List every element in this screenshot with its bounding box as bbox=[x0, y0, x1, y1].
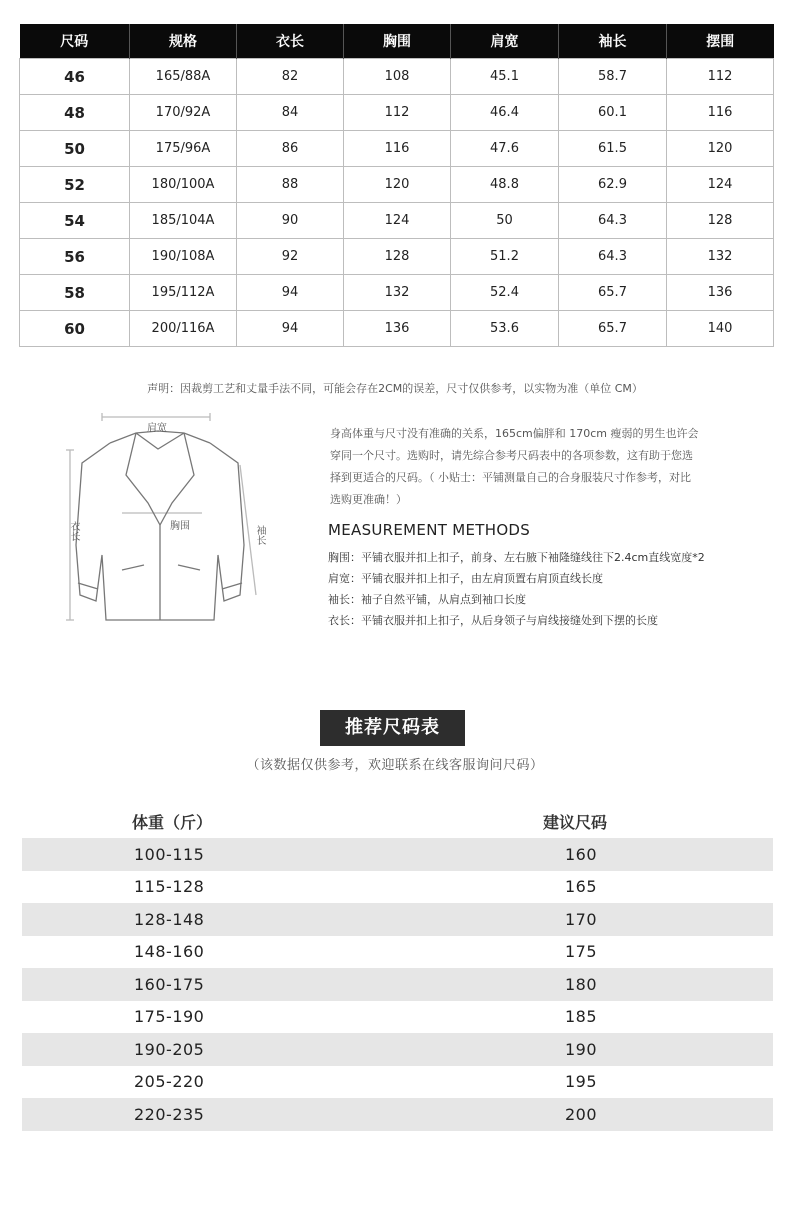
cell: 62.9 bbox=[559, 167, 667, 203]
chest-label: 胸围 bbox=[170, 521, 190, 532]
cell: 120 bbox=[344, 167, 451, 203]
cell: 180/100A bbox=[130, 167, 237, 203]
cell-size: 50 bbox=[20, 131, 130, 167]
cell: 45.1 bbox=[451, 59, 559, 95]
cell: 175/96A bbox=[130, 131, 237, 167]
cell: 94 bbox=[237, 275, 344, 311]
size-table-header bbox=[20, 24, 774, 59]
cell: 136 bbox=[667, 275, 774, 311]
cell: 94 bbox=[237, 311, 344, 347]
jacket-measurement-diagram bbox=[62, 405, 272, 635]
table-row bbox=[22, 1033, 773, 1066]
recommend-subtitle: （该数据仅供参考，欢迎联系在线客服询问尺码） bbox=[246, 758, 544, 773]
header-sleeve: 袖长 bbox=[559, 24, 667, 59]
table-row bbox=[22, 903, 773, 936]
cell: 92 bbox=[237, 239, 344, 275]
cell-size: 60 bbox=[20, 311, 130, 347]
advice-line: 身高体重与尺寸没有准确的关系，165cm偏胖和 170cm 瘦弱的男生也许会 bbox=[330, 427, 699, 440]
table-row bbox=[22, 838, 773, 871]
cell: 48.8 bbox=[451, 167, 559, 203]
table-row bbox=[22, 936, 773, 969]
cell: 132 bbox=[344, 275, 451, 311]
methods-title: MEASUREMENT METHODS bbox=[328, 521, 531, 539]
cell-size: 58 bbox=[20, 275, 130, 311]
header-hem: 摆围 bbox=[667, 24, 774, 59]
cell: 46.4 bbox=[451, 95, 559, 131]
header-shoulder: 肩宽 bbox=[451, 24, 559, 59]
cell: 124 bbox=[344, 203, 451, 239]
cell: 132 bbox=[667, 239, 774, 275]
cell: 190/108A bbox=[130, 239, 237, 275]
cell: 65.7 bbox=[559, 275, 667, 311]
cell: 84 bbox=[237, 95, 344, 131]
cell: 64.3 bbox=[559, 239, 667, 275]
cell: 200/116A bbox=[130, 311, 237, 347]
cell-weight: 160-175 bbox=[22, 968, 397, 1001]
cell: 108 bbox=[344, 59, 451, 95]
table-row bbox=[22, 968, 773, 1001]
cell: 53.6 bbox=[451, 311, 559, 347]
cell: 165/88A bbox=[130, 59, 237, 95]
sleeve-label: 袖长 bbox=[254, 525, 265, 545]
disclaimer-notice: 声明：因裁剪工艺和丈量手法不同，可能会存在2CM的误差，尺寸仅供参考，以实物为准（单位 CM） bbox=[147, 382, 643, 395]
advice-line: 择到更适合的尺码。（ 小贴士：平铺测量自己的合身服装尺寸作参考，对比 bbox=[330, 471, 691, 484]
header-length: 衣长 bbox=[237, 24, 344, 59]
table-row bbox=[20, 59, 774, 95]
table-row bbox=[22, 1066, 773, 1099]
cell-size: 185 bbox=[565, 1007, 598, 1027]
cell-size: 175 bbox=[565, 942, 598, 962]
cell-size: 165 bbox=[565, 877, 598, 897]
size-advice-text bbox=[330, 423, 740, 511]
cell: 128 bbox=[344, 239, 451, 275]
recommend-table bbox=[22, 805, 773, 1131]
cell: 195/112A bbox=[130, 275, 237, 311]
table-row bbox=[20, 203, 774, 239]
method-chest: 胸围：平铺衣服并扣上扣子，前身、左右腋下袖隆缝线往下2.4cm直线宽度*2 bbox=[328, 551, 705, 564]
recommend-table-header bbox=[22, 805, 773, 838]
cell: 116 bbox=[667, 95, 774, 131]
cell: 60.1 bbox=[559, 95, 667, 131]
length-label: 衣长 bbox=[68, 521, 79, 541]
table-row bbox=[22, 1098, 773, 1131]
cell-size: 56 bbox=[20, 239, 130, 275]
cell-size: 200 bbox=[397, 1098, 773, 1131]
cell: 120 bbox=[667, 131, 774, 167]
cell: 128 bbox=[667, 203, 774, 239]
cell: 50 bbox=[451, 203, 559, 239]
cell: 185/104A bbox=[130, 203, 237, 239]
table-row bbox=[22, 1001, 773, 1034]
table-row bbox=[20, 311, 774, 347]
methods-list bbox=[328, 547, 768, 631]
cell-weight: 100-115 bbox=[22, 838, 397, 871]
cell-size: 52 bbox=[20, 167, 130, 203]
header-weight: 体重（斤） bbox=[132, 813, 213, 832]
jacket-illustration bbox=[62, 405, 272, 635]
recommend-title: 推荐尺码表 bbox=[320, 710, 465, 746]
cell: 124 bbox=[667, 167, 774, 203]
cell: 88 bbox=[237, 167, 344, 203]
header-chest: 胸围 bbox=[344, 24, 451, 59]
cell-size: 48 bbox=[20, 95, 130, 131]
cell: 47.6 bbox=[451, 131, 559, 167]
cell: 61.5 bbox=[559, 131, 667, 167]
cell: 170/92A bbox=[130, 95, 237, 131]
size-table bbox=[19, 24, 774, 347]
cell: 140 bbox=[667, 311, 774, 347]
cell-weight: 220-235 bbox=[22, 1098, 397, 1131]
advice-line: 穿同一个尺寸。选购时，请先综合参考尺码表中的各项参数，这有助于您选 bbox=[330, 449, 693, 462]
cell: 112 bbox=[344, 95, 451, 131]
method-length: 衣长：平铺衣服并扣上扣子，从后身领子与肩线接缝处到下摆的长度 bbox=[328, 614, 658, 627]
table-row bbox=[20, 167, 774, 203]
method-sleeve: 袖长：袖子自然平铺，从肩点到袖口长度 bbox=[328, 593, 526, 606]
cell: 52.4 bbox=[451, 275, 559, 311]
table-row bbox=[20, 131, 774, 167]
cell: 82 bbox=[237, 59, 344, 95]
cell-size: 54 bbox=[20, 203, 130, 239]
cell: 90 bbox=[237, 203, 344, 239]
table-row bbox=[20, 95, 774, 131]
cell-size: 180 bbox=[397, 968, 773, 1001]
cell: 116 bbox=[344, 131, 451, 167]
cell-weight: 148-160 bbox=[134, 942, 205, 962]
cell-size: 46 bbox=[20, 59, 130, 95]
table-row bbox=[20, 275, 774, 311]
cell-size: 160 bbox=[397, 838, 773, 871]
cell-weight: 128-148 bbox=[22, 903, 397, 936]
header-size: 尺码 bbox=[20, 24, 130, 59]
header-spec: 规格 bbox=[130, 24, 237, 59]
advice-line: 选购更准确！） bbox=[330, 493, 407, 506]
method-shoulder: 肩宽：平铺衣服并扣上扣子，由左肩顶置右肩顶直线长度 bbox=[328, 572, 603, 585]
table-row bbox=[20, 239, 774, 275]
cell-weight: 115-128 bbox=[134, 877, 205, 897]
header-suggested-size: 建议尺码 bbox=[543, 813, 608, 832]
cell: 64.3 bbox=[559, 203, 667, 239]
shoulder-label: 肩宽 bbox=[147, 423, 167, 434]
cell: 65.7 bbox=[559, 311, 667, 347]
cell: 58.7 bbox=[559, 59, 667, 95]
cell: 51.2 bbox=[451, 239, 559, 275]
cell: 112 bbox=[667, 59, 774, 95]
cell-weight: 190-205 bbox=[22, 1033, 397, 1066]
cell: 136 bbox=[344, 311, 451, 347]
cell-size: 195 bbox=[565, 1072, 598, 1092]
cell-weight: 175-190 bbox=[134, 1007, 205, 1027]
cell: 86 bbox=[237, 131, 344, 167]
cell-size: 190 bbox=[397, 1033, 773, 1066]
table-row bbox=[22, 871, 773, 904]
cell-weight: 205-220 bbox=[134, 1072, 205, 1092]
cell-size: 170 bbox=[397, 903, 773, 936]
